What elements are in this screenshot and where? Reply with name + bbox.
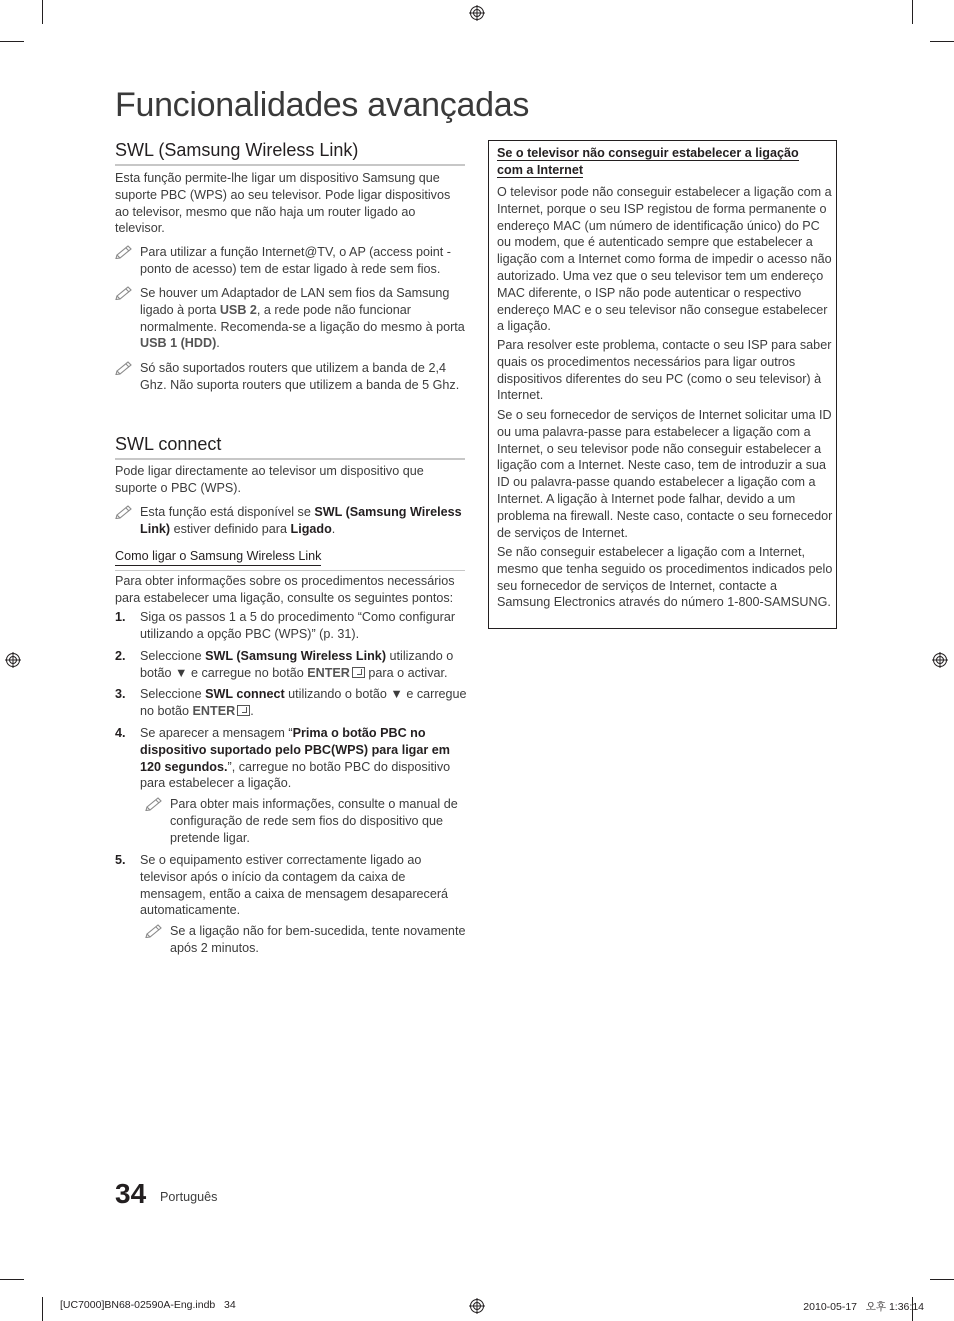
step-text-part: utilizando o botão ▼ e carregue no botão — [140, 687, 467, 718]
crop-mark — [42, 1297, 43, 1321]
note-text: Para utilizar a função Internet@TV, o AP (access point - ponto de acesso) tem de estar ligado à rede sem fios. — [140, 245, 451, 276]
box-paragraph: Para resolver este problema, contacte o seu ISP para saber quais os procedimentos necessários para ligar outros dispositivos diferentes do seu PC (como o seu televisor) à Internet. — [497, 338, 832, 403]
step-item — [115, 648, 470, 682]
step-text — [140, 686, 470, 720]
step-number: 5. — [115, 853, 126, 867]
pencil-note-icon — [145, 922, 165, 938]
crop-mark — [42, 0, 43, 24]
step-text-part: . — [250, 703, 254, 718]
step-text-part: Se aparecer a mensagem “ — [140, 726, 293, 740]
page-language: Português — [160, 1190, 218, 1204]
step-text-part: Seleccione — [140, 687, 206, 701]
step-item — [115, 686, 470, 720]
crop-mark — [0, 41, 24, 42]
usb1-label: USB 1 (HDD) — [140, 336, 217, 351]
step-text: Se o equipamento estiver correctamente ligado ao televisor após o início da contagem da caixa de mensagem, então a caixa de mensagem desaparecerá automaticamente. — [140, 853, 449, 918]
troubleshooting-box — [488, 140, 837, 629]
ligado-label: Ligado — [290, 521, 332, 536]
note-text-part: Se houver um Adaptador de LAN sem fios da Samsung ligado à porta — [140, 286, 450, 317]
note-availability — [115, 504, 470, 538]
note-internet-tv — [115, 244, 470, 278]
note-text: Se a ligação não for bem-sucedida, tente novamente após 2 minutos. — [170, 924, 466, 955]
enter-key-icon — [237, 705, 250, 716]
pencil-note-icon — [115, 359, 135, 375]
crop-mark — [930, 41, 954, 42]
enter-button-label: ENTER — [192, 703, 236, 718]
sub-intro: Para obter informações sobre os procedimentos necessários para estabelecer uma ligação, consulte os seguintes pontos: — [115, 574, 455, 605]
step-text-part: ”, carregue no botão PBC do dispositivo para estabelecer a ligação. — [140, 759, 451, 791]
registration-mark-icon — [5, 652, 21, 668]
step-note — [145, 796, 470, 847]
note-text-part: estiver definido para — [170, 521, 291, 536]
note-text-part: Esta função está disponível se — [140, 505, 315, 519]
step-note — [145, 923, 470, 957]
step-number: 2. — [115, 649, 126, 663]
note-text — [140, 504, 470, 538]
step-text: Siga os passos 1 a 5 do procedimento “Como configurar utilizando a opção PBC (WPS)” (p. 31). — [140, 610, 456, 641]
step-item — [115, 609, 470, 643]
crop-mark — [0, 1279, 24, 1280]
note-text-part: , a rede pode não funcionar normalmente. Recomenda-se a ligação do mesmo à porta — [140, 302, 465, 334]
step-text-part: para o activar. — [364, 665, 448, 680]
message-text: Prima o botão PBC no dispositivo suportado pelo PBC(WPS) para ligar em 120 segundos. — [140, 726, 450, 774]
menu-option-label: SWL (Samsung Wireless Link) — [205, 649, 387, 663]
step-number: 1. — [115, 610, 126, 624]
enter-button-label: ENTER — [307, 665, 350, 680]
print-timestamp: 2010-05-17 오후 1:36:14 — [803, 1301, 924, 1313]
page-title: Funcionalidades avançadas — [115, 86, 530, 124]
step-item — [115, 852, 470, 920]
step-text — [140, 725, 470, 792]
box-paragraph: O televisor pode não conseguir estabelecer a ligação com a Internet, porque o seu ISP registou de forma permanente o endereço MAC (um número de identificação único) do PC ou modem, que é autenticado sempre que estabelecer a ligação com a Internet como forma de impedir o acesso não autorizado. Uma vez que o seu televisor tem um endereço MAC diferente, o ISP não pode autenticar o respectivo endereço MAC e o seu televisor não consegue estabelecer a ligação. — [497, 185, 832, 334]
step-item — [115, 725, 470, 793]
registration-mark-icon — [469, 5, 485, 21]
step-number: 3. — [115, 687, 126, 701]
menu-option-label: SWL connect — [205, 687, 285, 701]
enter-key-icon — [352, 667, 365, 678]
crop-mark — [912, 0, 913, 24]
section-heading-swl: SWL (Samsung Wireless Link) — [115, 140, 465, 166]
note-text: Para obter mais informações, consulte o manual de configuração de rede sem fios do dispositivo que pretende ligar. — [170, 797, 458, 845]
note-text: Só são suportados routers que utilizem a banda de 2,4 Ghz. Não suporta routers que utilizem a banda de 5 Ghz. — [140, 361, 460, 392]
pencil-note-icon — [115, 284, 135, 300]
swl-intro: Esta função permite-lhe ligar um dispositivo Samsung que suporte PBC (WPS) ao seu televisor. Pode ligar dispositivos ao televisor, mesmo que não haja um router ligado ao televisor. — [115, 171, 451, 236]
note-text — [140, 285, 470, 352]
step-text-part: utilizando o botão ▼ e carregue no botão — [140, 649, 454, 680]
box-title — [497, 145, 817, 179]
box-title-text: Se o televisor não conseguir estabelecer a ligação com a Internet — [497, 146, 799, 177]
note-band — [115, 360, 470, 411]
registration-mark-icon — [469, 1298, 485, 1314]
print-file-slug: [UC7000]BN68-02590A-Eng.indb 34 — [60, 1299, 236, 1311]
divider — [115, 570, 465, 571]
pencil-note-icon — [115, 503, 135, 519]
subheading-how-to-connect: Como ligar o Samsung Wireless Link — [115, 549, 321, 566]
page-number: 34 — [115, 1178, 147, 1209]
step-text — [140, 648, 470, 682]
section-heading-swl-connect: SWL connect — [115, 434, 465, 460]
note-lan-adapter — [115, 285, 470, 353]
note-text-part: . — [216, 336, 220, 351]
step-text-part: Seleccione — [140, 649, 206, 663]
pencil-note-icon — [115, 243, 135, 259]
crop-mark — [930, 1279, 954, 1280]
box-paragraph: Se não conseguir estabelecer a ligação com a Internet, mesmo que tenha seguido os procedimentos indicados pelo seu fornecedor de serviços de Internet, contacte a Samsung Electronics através do número 1-800-SAMSUNG. — [497, 545, 833, 610]
step-number: 4. — [115, 726, 126, 740]
pencil-note-icon — [145, 795, 165, 811]
swl-connect-intro: Pode ligar directamente ao televisor um dispositivo que suporte o PBC (WPS). — [115, 464, 424, 495]
note-text-part: . — [331, 521, 336, 536]
swl-option-label: SWL (Samsung Wireless Link) — [140, 505, 462, 536]
registration-mark-icon — [932, 652, 948, 668]
usb2-label: USB 2 — [219, 302, 257, 317]
box-paragraph: Se o seu fornecedor de serviços de Internet solicitar uma ID ou uma palavra-passe para estabelecer a ligação com a Internet, o seu televisor pode não conseguir estabelecer a ligação com a Internet. Neste caso, tem de introduzir a sua ID ou palavra-passe quando estabelecer a ligação com a Internet. A ligação à Internet pode falhar, devido a um problema na firewall. Neste caso, contacte o seu fornecedor de serviços de Internet. — [497, 408, 833, 540]
